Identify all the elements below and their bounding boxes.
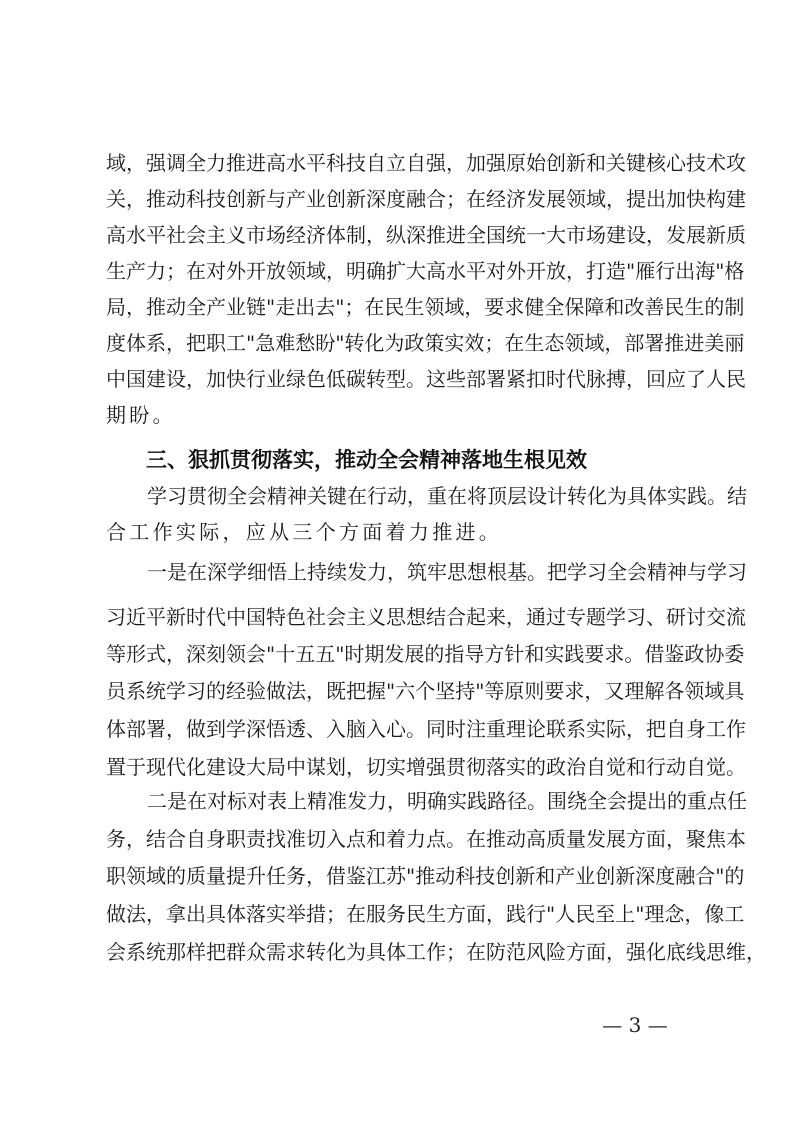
text-line: 期盼。 xyxy=(106,403,176,427)
text-line: 体部署，做到学深悟透、入脑入心。同时注重理论联系实际，把自身工作 xyxy=(106,717,746,741)
text-line: 关，推动科技创新与产业创新深度融合；在经济发展领域，提出加快构建 xyxy=(106,187,746,211)
text-line: 等形式，深刻领会"十五五"时期发展的指导方针和实践要求。借鉴政协委 xyxy=(106,642,745,666)
text-line: 员系统学习的经验做法，既把握"六个坚持"等原则要求，又理解各领域具 xyxy=(106,679,745,703)
text-line: 置于现代化建设大局中谋划，切实增强贯彻落实的政治自觉和行动自觉。 xyxy=(106,755,746,779)
text-line: 中国建设，加快行业绿色低碳转型。这些部署紧扣时代脉搏，回应了人民 xyxy=(106,367,746,391)
text-line: 生产力；在对外开放领域，明确扩大高水平对外开放，打造"雁行出海"格 xyxy=(106,259,745,283)
text-line: 一是在深学细悟上持续发力，筑牢思想根基。把学习全会精神与学习 xyxy=(147,560,747,584)
text-line: 会系统那样把群众需求转化为具体工作；在防范风险方面，强化底线思维， xyxy=(106,940,766,964)
text-line: 局，推动全产业链"走出去"；在民生领域，要求健全保障和改善民生的制 xyxy=(106,295,745,319)
text-line: 职领域的质量提升任务，借鉴江苏"推动科技创新和产业创新深度融合"的 xyxy=(106,864,745,888)
text-line: 度体系，把职工"急难愁盼"转化为政策实效；在生态领域，部署推进美丽 xyxy=(106,331,745,355)
page-number: — 3 — xyxy=(602,1013,668,1037)
text-line: 高水平社会主义市场经济体制，纵深推进全国统一大市场建设，发展新质 xyxy=(106,223,746,247)
text-line: 合工作实际，应从三个方面着力推进。 xyxy=(106,520,503,544)
section-heading: 三、狠抓贯彻落实，推动全会精神落地生根见效 xyxy=(146,448,587,472)
text-line: 学习贯彻全会精神关键在行动，重在将顶层设计转化为具体实践。结 xyxy=(147,484,747,508)
text-line: 务，结合自身职责找准切入点和着力点。在推动高质量发展方面，聚焦本 xyxy=(106,827,746,851)
text-line: 域，强调全力推进高水平科技自立自强，加强原始创新和关键核心技术攻 xyxy=(106,151,746,175)
text-line: 做法，拿出具体落实举措；在服务民生方面，践行"人民至上"理念，像工 xyxy=(106,902,745,926)
text-line: 二是在对标对表上精准发力，明确实践路径。围绕全会提出的重点任 xyxy=(147,789,747,813)
text-line: 习近平新时代中国特色社会主义思想结合起来，通过专题学习、研讨交流 xyxy=(106,605,746,629)
